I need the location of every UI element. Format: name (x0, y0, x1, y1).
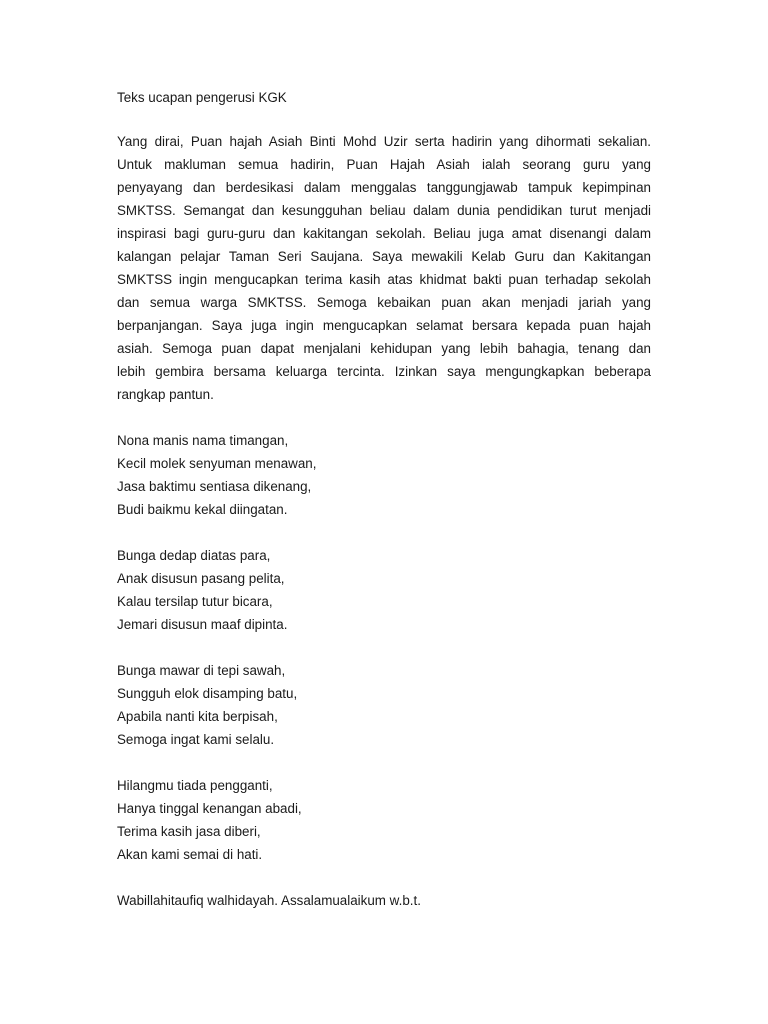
stanza-line: Bunga mawar di tepi sawah, (117, 663, 286, 678)
stanza-line: Kecil molek senyuman menawan, (117, 456, 317, 471)
stanza-line: Hanya tinggal kenangan abadi, (117, 801, 302, 816)
pantun-stanza-3 (117, 661, 297, 753)
stanza-line: Akan kami semai di hati. (117, 847, 263, 862)
paragraph-line: SMKTSS ingin mengucapkan terima kasih atas khidmat bakti puan terhadap sekolah (117, 272, 651, 287)
pantun-stanza-4 (117, 776, 302, 868)
paragraph-line: SMKTSS. Semangat dan kesungguhan beliau dalam dunia pendidikan turut menjadi (117, 203, 651, 218)
paragraph-line: berpanjangan. Saya juga ingin mengucapkan selamat bersara kepada puan hajah (117, 318, 651, 333)
stanza-line: Hilangmu tiada pengganti, (117, 778, 273, 793)
stanza-line: Sungguh elok disamping batu, (117, 686, 298, 701)
paragraph-line: Yang dirai, Puan hajah Asiah Binti Mohd Uzir serta hadirin yang dihormati sekalian. (117, 134, 651, 149)
paragraph-line: lebih gembira bersama keluarga tercinta. Izinkan saya mengungkapkan beberapa (117, 364, 651, 379)
stanza-line: Anak disusun pasang pelita, (117, 571, 285, 586)
closing-line: Wabillahitaufiq walhidayah. Assalamualaikum w.b.t. (117, 893, 421, 908)
paragraph-line: penyayang dan berdesikasi dalam menggalas tanggungjawab tampuk kepimpinan (117, 180, 651, 195)
stanza-line: Kalau tersilap tutur bicara, (117, 594, 273, 609)
paragraph-line: Untuk makluman semua hadirin, Puan Hajah Asiah ialah seorang guru yang (117, 157, 651, 172)
stanza-line: Nona manis nama timangan, (117, 433, 289, 448)
stanza-line: Terima kasih jasa diberi, (117, 824, 261, 839)
paragraph-line: rangkap pantun. (117, 387, 214, 402)
stanza-line: Jemari disusun maaf dipinta. (117, 617, 288, 632)
pantun-stanza-1 (117, 431, 316, 523)
paragraph-line: asiah. Semoga puan dapat menjalani kehidupan yang lebih bahagia, tenang dan (117, 341, 651, 356)
paragraph-line: kalangan pelajar Taman Seri Saujana. Saya mewakili Kelab Guru dan Kakitangan (117, 249, 651, 264)
stanza-line: Semoga ingat kami selalu. (117, 732, 275, 747)
pantun-stanza-2 (117, 546, 287, 638)
document-title: Teks ucapan pengerusi KGK (117, 90, 287, 105)
speech-paragraph (117, 132, 651, 408)
paragraph-line: dan semua warga SMKTSS. Semoga kebaikan puan akan menjadi jariah yang (117, 295, 651, 310)
stanza-line: Jasa baktimu sentiasa dikenang, (117, 479, 312, 494)
stanza-line: Apabila nanti kita berpisah, (117, 709, 278, 724)
stanza-line: Bunga dedap diatas para, (117, 548, 271, 563)
paragraph-line: inspirasi bagi guru-guru dan kakitangan sekolah. Beliau juga amat disenangi dalam (117, 226, 651, 241)
stanza-line: Budi baikmu kekal diingatan. (117, 502, 288, 517)
